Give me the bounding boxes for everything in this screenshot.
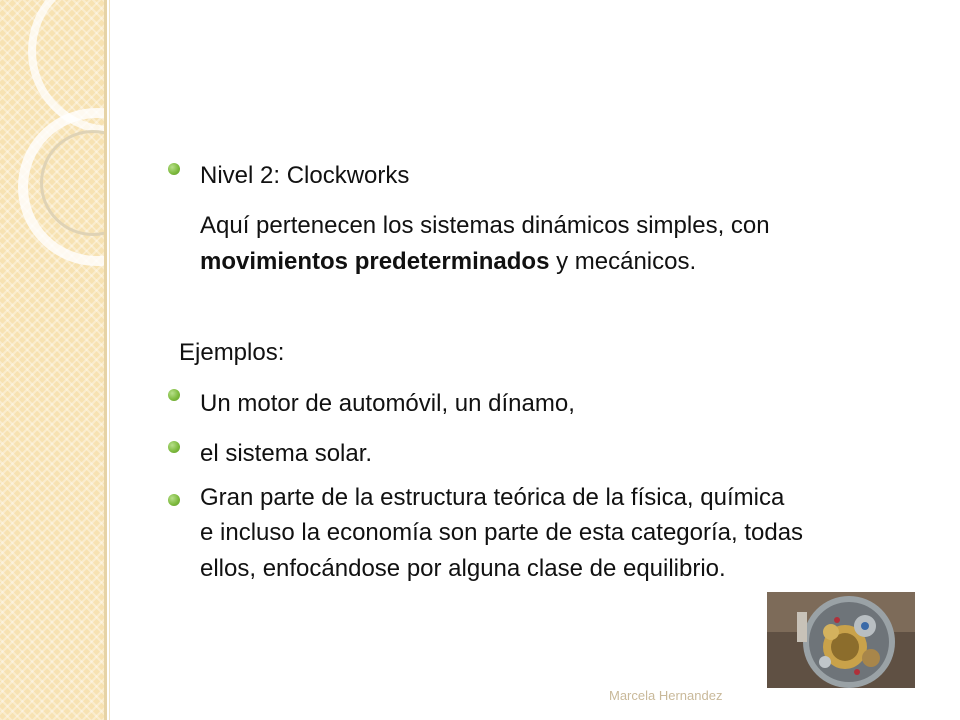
strip-border [109, 0, 110, 720]
bullet-icon [168, 163, 180, 175]
bullet-text-continued: e incluso la economía son parte de esta categoría, todas [200, 519, 804, 546]
examples-label: Ejemplos: [179, 339, 285, 366]
bullet-text: Un motor de automóvil, un dínamo, [200, 390, 575, 417]
paragraph-line: Aquí pertenecen los sistemas dinámicos simples, con [200, 212, 770, 239]
bullet-icon [168, 389, 180, 401]
clockwork-illustration [767, 592, 915, 688]
clockwork-photo [767, 592, 915, 688]
bullet-text: el sistema solar. [200, 440, 373, 467]
bullet-text: Nivel 2: Clockworks [200, 162, 410, 189]
footer-author: Marcela Hernandez [609, 688, 723, 703]
bullet-text-continued: ellos, enfocándose por alguna clase de equilibrio. [200, 555, 726, 582]
bold-phrase: movimientos predeterminados [200, 248, 550, 275]
decorative-side-strip [0, 0, 104, 720]
paragraph-text: y mecánicos. [549, 248, 697, 275]
bullet-icon [168, 494, 180, 506]
bullet-text: Gran parte de la estructura teórica de la física, química [200, 484, 785, 511]
paragraph-line [200, 248, 696, 276]
bullet-icon [168, 441, 180, 453]
strip-border [104, 0, 107, 720]
